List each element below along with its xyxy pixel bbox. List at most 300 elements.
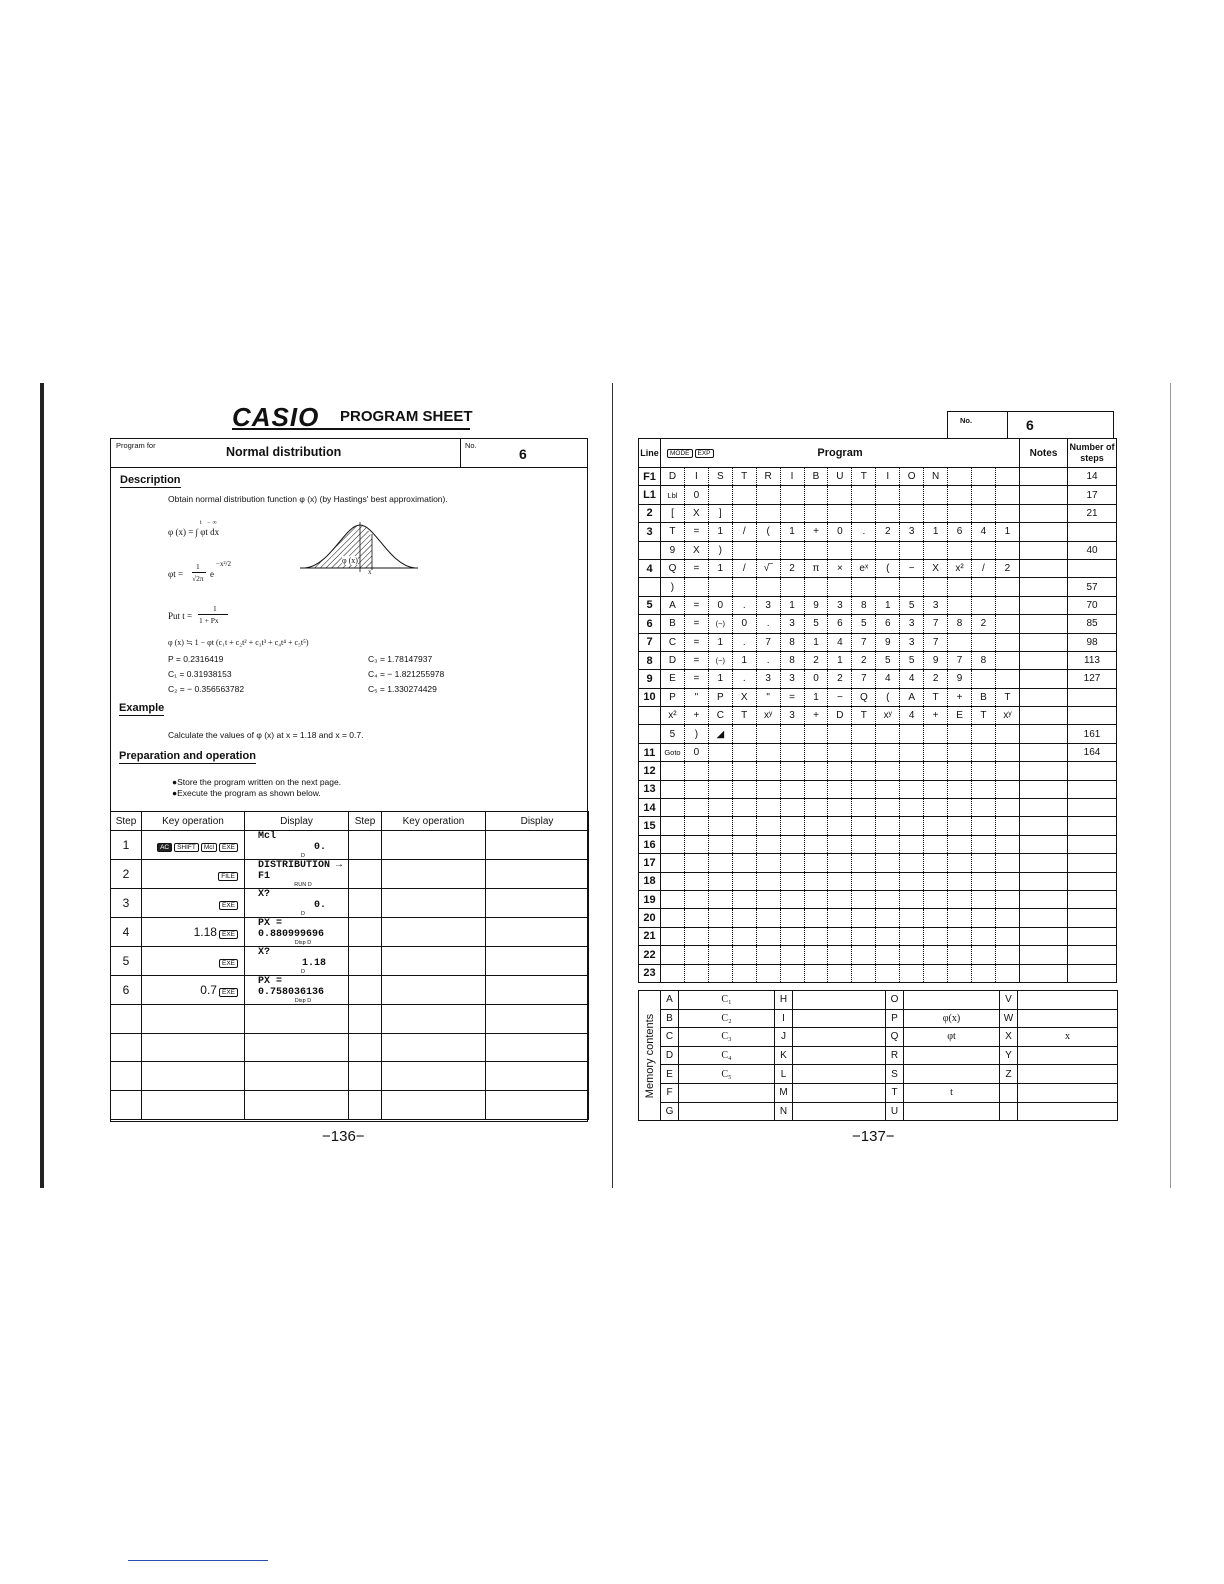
- program-char: [995, 909, 1019, 927]
- program-char: [995, 835, 1019, 853]
- program-char: [900, 762, 924, 780]
- op-key-cell: [142, 1091, 245, 1120]
- formula-phi-t-power: −x²/2: [216, 560, 231, 568]
- program-row: [639, 523, 1117, 541]
- example-text: Calculate the values of φ (x) at x = 1.18 and x = 0.7.: [168, 730, 364, 740]
- program-char: [708, 486, 732, 504]
- program-char: [661, 854, 685, 872]
- program-char: [876, 780, 900, 798]
- op-empty-cell: [486, 889, 589, 918]
- program-char: 7: [924, 615, 948, 633]
- line-label: 15: [639, 817, 661, 835]
- program-char: [876, 578, 900, 596]
- op-empty-cell: [349, 918, 382, 947]
- program-char: [876, 762, 900, 780]
- exp-key: EXP: [695, 449, 714, 458]
- program-char: [661, 890, 685, 908]
- program-char: [732, 762, 756, 780]
- program-char: [756, 835, 780, 853]
- program-number: 6: [519, 446, 527, 462]
- notes-cell: [1020, 578, 1068, 596]
- program-char: 1: [708, 670, 732, 688]
- program-char: [971, 596, 995, 614]
- program-char: [756, 743, 780, 761]
- description-text: Obtain normal distribution function φ (x) (by Hastings' best approximation).: [168, 494, 448, 504]
- memory-register: R: [886, 1046, 904, 1065]
- program-char: 4: [900, 670, 924, 688]
- program-char: T: [732, 707, 756, 725]
- op-empty-cell: [349, 947, 382, 976]
- op-empty-cell: [382, 976, 486, 1005]
- program-char: .: [732, 633, 756, 651]
- program-char: [900, 486, 924, 504]
- program-char: [900, 964, 924, 982]
- program-char: 4: [900, 707, 924, 725]
- memory-value: [793, 1065, 886, 1084]
- notes-cell: [1020, 946, 1068, 964]
- program-char: [780, 504, 804, 522]
- program-char: [804, 927, 828, 945]
- display-main-line: 0.: [313, 900, 326, 911]
- program-char: [732, 890, 756, 908]
- program-char: [995, 854, 1019, 872]
- op-row: [111, 831, 589, 860]
- program-char: 0: [708, 596, 732, 614]
- program-char: [804, 964, 828, 982]
- program-char: [948, 909, 972, 927]
- line-label: F1: [639, 468, 661, 486]
- no-label: No.: [465, 441, 477, 450]
- mode-keys: [665, 447, 714, 458]
- program-char: 1: [804, 688, 828, 706]
- program-char: X: [684, 504, 708, 522]
- step-count: 164: [1068, 743, 1117, 761]
- line-label: 12: [639, 762, 661, 780]
- program-char: 1: [708, 559, 732, 577]
- step-count: [1068, 872, 1117, 890]
- program-char: 1: [780, 596, 804, 614]
- program-char: [756, 578, 780, 596]
- program-char: [852, 725, 876, 743]
- program-char: [661, 964, 685, 982]
- line-label: 9: [639, 670, 661, 688]
- op-display: [245, 1062, 349, 1091]
- program-char: .: [852, 523, 876, 541]
- op-display: [245, 860, 349, 889]
- program-char: 9: [661, 541, 685, 559]
- program-char: /: [732, 523, 756, 541]
- program-char: [780, 486, 804, 504]
- memory-register: M: [775, 1083, 793, 1102]
- program-char: [948, 762, 972, 780]
- notes-cell: [1020, 688, 1068, 706]
- program-char: 8: [948, 615, 972, 633]
- step-count: [1068, 946, 1117, 964]
- program-char: [971, 725, 995, 743]
- program-char: [924, 964, 948, 982]
- program-char: [948, 927, 972, 945]
- op-empty-cell: [486, 976, 589, 1005]
- notes-cell: [1020, 559, 1068, 577]
- program-char: [995, 872, 1019, 890]
- program-char: [948, 633, 972, 651]
- memory-register: S: [886, 1065, 904, 1084]
- display-indicator: D: [301, 969, 305, 975]
- constant-c4: C₄ = − 1.821255978: [368, 669, 445, 679]
- memory-value: [1018, 1083, 1118, 1102]
- program-char: 2: [971, 615, 995, 633]
- program-char: [876, 817, 900, 835]
- program-char: [995, 964, 1019, 982]
- program-char: [876, 743, 900, 761]
- program-char: [852, 927, 876, 945]
- no-label: No.: [960, 416, 973, 425]
- program-row: [639, 780, 1117, 798]
- op-empty-cell: [382, 860, 486, 889]
- program-char: [732, 927, 756, 945]
- program-char: X: [924, 559, 948, 577]
- program-char: =: [684, 615, 708, 633]
- program-char: [780, 578, 804, 596]
- op-step: 6: [111, 976, 142, 1005]
- program-char: A: [661, 596, 685, 614]
- program-char: [756, 927, 780, 945]
- program-char: P: [708, 688, 732, 706]
- op-header-key: Key operation: [382, 812, 486, 831]
- step-count: 127: [1068, 670, 1117, 688]
- program-char: [828, 872, 852, 890]
- step-count: [1068, 927, 1117, 945]
- program-char: [971, 854, 995, 872]
- program-char: [661, 799, 685, 817]
- program-row: [639, 927, 1117, 945]
- notes-cell: [1020, 504, 1068, 522]
- program-char: (−): [708, 615, 732, 633]
- display-main-line: 0.758036136: [258, 987, 325, 998]
- program-char: A: [900, 688, 924, 706]
- program-char: 1: [924, 523, 948, 541]
- op-key-cell: [142, 889, 245, 918]
- program-row: [639, 872, 1117, 890]
- memory-value: [679, 1102, 775, 1121]
- memory-register: Y: [1000, 1046, 1018, 1065]
- memory-value: C₃: [679, 1028, 775, 1047]
- memory-value: φt: [904, 1028, 1000, 1047]
- program-char: 1: [708, 523, 732, 541]
- program-char: [780, 927, 804, 945]
- steps-header: Number of steps: [1068, 439, 1117, 468]
- program-char: 3: [900, 633, 924, 651]
- program-char: D: [661, 468, 685, 486]
- op-display: [245, 1091, 349, 1120]
- program-char: 2: [828, 670, 852, 688]
- program-char: [804, 504, 828, 522]
- program-char: [900, 799, 924, 817]
- program-char: [708, 780, 732, 798]
- program-char: [780, 762, 804, 780]
- notes-cell: [1020, 817, 1068, 835]
- program-char: [852, 799, 876, 817]
- program-char: [804, 486, 828, 504]
- calc-key: EXE: [219, 959, 238, 968]
- memory-register: [1000, 1083, 1018, 1102]
- memory-value: [1018, 1065, 1118, 1084]
- memory-value: [904, 1065, 1000, 1084]
- program-char: 9: [924, 651, 948, 669]
- memory-register: H: [775, 991, 793, 1010]
- program-char: [732, 872, 756, 890]
- program-char: [828, 504, 852, 522]
- memory-value: [1018, 1009, 1118, 1028]
- program-char: [804, 743, 828, 761]
- op-row: [111, 1062, 589, 1091]
- program-char: [900, 504, 924, 522]
- program-header: Program: [817, 447, 863, 459]
- op-empty-cell: [382, 918, 486, 947]
- formula-phi-t-e: e: [210, 569, 214, 579]
- program-char: ": [756, 688, 780, 706]
- step-count: 17: [1068, 486, 1117, 504]
- program-char: −: [828, 688, 852, 706]
- memory-value: C₅: [679, 1065, 775, 1084]
- program-char: [948, 964, 972, 982]
- preparation-heading: Preparation and operation: [119, 750, 256, 762]
- op-empty-cell: [486, 1091, 589, 1120]
- formula-phi-x: φ (x) = ∫ φt dx: [168, 527, 220, 537]
- program-char: [828, 762, 852, 780]
- program-char: 5: [900, 651, 924, 669]
- program-char: [780, 541, 804, 559]
- program-char: [971, 743, 995, 761]
- memory-register: U: [886, 1102, 904, 1121]
- program-char: ]: [708, 504, 732, 522]
- program-char: x²: [661, 707, 685, 725]
- program-char: S: [708, 468, 732, 486]
- program-char: 3: [756, 670, 780, 688]
- program-header-row: [110, 438, 588, 468]
- program-row: [639, 596, 1117, 614]
- program-for-label: Program for: [116, 441, 156, 450]
- memory-register: B: [661, 1009, 679, 1028]
- op-empty-cell: [486, 831, 589, 860]
- line-label: 4: [639, 559, 661, 577]
- line-label: 11: [639, 743, 661, 761]
- program-char: E: [661, 670, 685, 688]
- program-char: [948, 541, 972, 559]
- program-char: 1: [732, 651, 756, 669]
- display-main-line: 1.18: [301, 958, 326, 969]
- program-char: 1: [876, 596, 900, 614]
- program-char: [661, 762, 685, 780]
- step-count: [1068, 890, 1117, 908]
- program-char: [876, 541, 900, 559]
- program-char: [971, 468, 995, 486]
- program-char: C: [661, 633, 685, 651]
- program-char: [971, 799, 995, 817]
- program-char: [804, 725, 828, 743]
- memory-row: [639, 1028, 1118, 1047]
- notes-cell: [1020, 486, 1068, 504]
- program-row: [639, 633, 1117, 651]
- formula-t-num: 1: [213, 604, 217, 613]
- program-char: [780, 835, 804, 853]
- program-char: [804, 541, 828, 559]
- memory-contents-text: Memory contents: [643, 1013, 656, 1098]
- program-char: Goto: [661, 743, 685, 761]
- program-char: Q: [852, 688, 876, 706]
- program-char: [756, 725, 780, 743]
- program-char: [924, 890, 948, 908]
- step-count: 98: [1068, 633, 1117, 651]
- program-char: √‾: [756, 559, 780, 577]
- op-row: [111, 947, 589, 976]
- memory-register: L: [775, 1065, 793, 1084]
- program-char: [732, 817, 756, 835]
- op-step: 2: [111, 860, 142, 889]
- program-char: [900, 725, 924, 743]
- notes-cell: [1020, 927, 1068, 945]
- program-char: [661, 780, 685, 798]
- program-char: [756, 780, 780, 798]
- program-char: [900, 578, 924, 596]
- program-char: [971, 633, 995, 651]
- program-char: 8: [780, 633, 804, 651]
- program-char: [828, 927, 852, 945]
- program-char: [828, 890, 852, 908]
- program-char: [708, 872, 732, 890]
- program-char: [995, 486, 1019, 504]
- program-char: x²: [948, 559, 972, 577]
- program-char: [756, 909, 780, 927]
- program-char: [924, 504, 948, 522]
- program-char: [732, 725, 756, 743]
- program-row: [639, 817, 1117, 835]
- program-char: T: [971, 707, 995, 725]
- notes-cell: [1020, 762, 1068, 780]
- program-char: [900, 854, 924, 872]
- page-spine: [612, 383, 613, 1188]
- line-label: 7: [639, 633, 661, 651]
- program-char: .: [732, 670, 756, 688]
- program-char: [756, 854, 780, 872]
- program-row: [639, 854, 1117, 872]
- program-char: 2: [995, 559, 1019, 577]
- program-char: π: [804, 559, 828, 577]
- program-char: [852, 780, 876, 798]
- step-count: [1068, 835, 1117, 853]
- program-char: 0: [804, 670, 828, 688]
- program-char: [804, 578, 828, 596]
- op-key-cell: [142, 1005, 245, 1034]
- program-char: −: [900, 559, 924, 577]
- program-char: T: [995, 688, 1019, 706]
- memory-register: A: [661, 991, 679, 1010]
- program-char: [876, 504, 900, 522]
- program-char: [924, 486, 948, 504]
- display-indicator: D: [301, 853, 305, 859]
- memory-value: x: [1018, 1028, 1118, 1047]
- program-char: [804, 909, 828, 927]
- program-char: [828, 909, 852, 927]
- op-empty-cell: [382, 831, 486, 860]
- program-char: [708, 743, 732, 761]
- op-header-step: Step: [111, 812, 142, 831]
- program-char: [924, 743, 948, 761]
- program-char: 1: [995, 523, 1019, 541]
- program-char: [684, 854, 708, 872]
- notes-cell: [1020, 596, 1068, 614]
- program-char: [852, 504, 876, 522]
- memory-value: [904, 1102, 1000, 1121]
- program-char: [732, 578, 756, 596]
- calc-key: EXE: [219, 930, 238, 939]
- program-char: I: [684, 468, 708, 486]
- program-char: [971, 927, 995, 945]
- op-header-key: Key operation: [142, 812, 245, 831]
- program-char: [708, 854, 732, 872]
- calc-key: Mcl: [201, 843, 217, 852]
- op-empty-cell: [349, 831, 382, 860]
- program-char: [948, 578, 972, 596]
- program-char: [948, 468, 972, 486]
- program-char: [948, 725, 972, 743]
- step-count: 113: [1068, 651, 1117, 669]
- program-char: [852, 743, 876, 761]
- program-char: [948, 835, 972, 853]
- op-empty-cell: [382, 889, 486, 918]
- program-char: [971, 817, 995, 835]
- program-char: [876, 964, 900, 982]
- op-header-step: Step: [349, 812, 382, 831]
- program-char: [971, 835, 995, 853]
- formula-t-den: 1 + Px: [199, 616, 219, 625]
- program-char: [924, 780, 948, 798]
- program-char: [852, 835, 876, 853]
- memory-row: [639, 1065, 1118, 1084]
- casio-logo: CASIO: [232, 402, 320, 432]
- notes-cell: [1020, 725, 1068, 743]
- program-number: 6: [1026, 417, 1034, 433]
- op-empty-cell: [349, 1005, 382, 1034]
- line-label: 23: [639, 964, 661, 982]
- memory-value: φ(x): [904, 1009, 1000, 1028]
- program-char: [924, 909, 948, 927]
- program-char: [804, 762, 828, 780]
- program-char: [995, 596, 1019, 614]
- memory-register: P: [886, 1009, 904, 1028]
- program-char: 5: [852, 615, 876, 633]
- program-char: 0: [684, 743, 708, 761]
- program-row: [639, 651, 1117, 669]
- description-heading: Description: [120, 474, 181, 486]
- memory-value: [1018, 1046, 1118, 1065]
- program-char: [661, 946, 685, 964]
- op-key-cell: [142, 860, 245, 889]
- program-char: (: [756, 523, 780, 541]
- program-char: 6: [876, 615, 900, 633]
- program-char: [661, 927, 685, 945]
- program-char: [804, 835, 828, 853]
- program-char: [924, 541, 948, 559]
- display-top-line: X?: [258, 889, 271, 900]
- program-char: 7: [852, 633, 876, 651]
- program-char: 3: [780, 707, 804, 725]
- program-row: [639, 743, 1117, 761]
- program-row: [639, 670, 1117, 688]
- calc-key: SHIFT: [174, 843, 199, 852]
- line-label: 14: [639, 799, 661, 817]
- op-key-cell: [142, 1033, 245, 1062]
